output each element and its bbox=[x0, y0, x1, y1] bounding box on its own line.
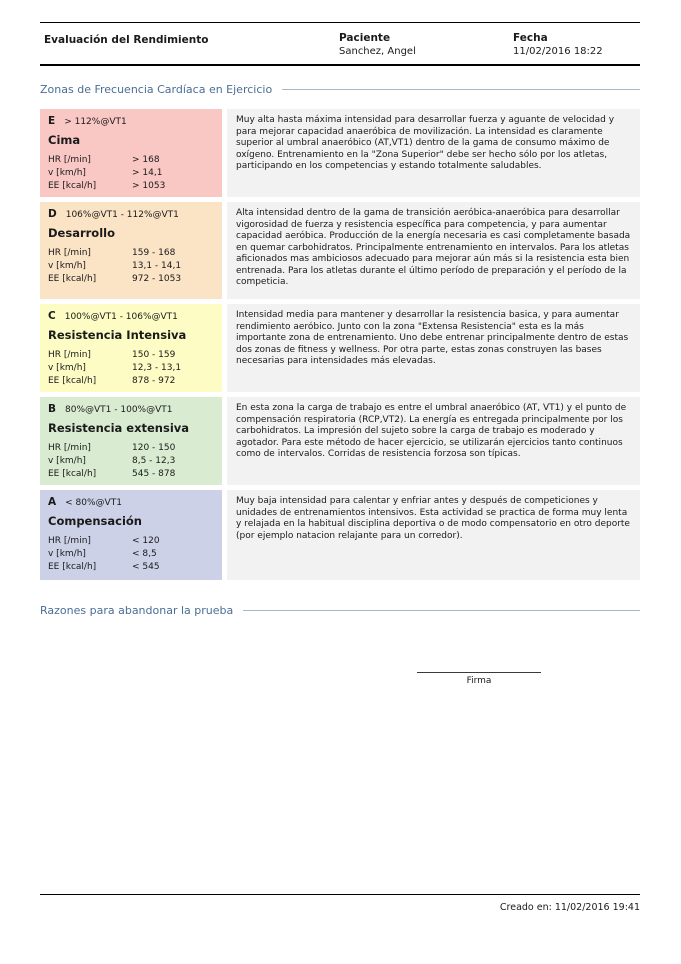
metric-label: HR [/min] bbox=[48, 443, 91, 453]
zone-card-a bbox=[40, 490, 222, 580]
zone-metrics bbox=[48, 535, 214, 573]
metric-value: 972 - 1053 bbox=[132, 274, 182, 284]
date-label: Fecha bbox=[513, 32, 548, 44]
metric-label: HR [/min] bbox=[48, 248, 91, 258]
date-block bbox=[513, 31, 636, 59]
zone-row-b bbox=[40, 397, 640, 485]
patient-block bbox=[339, 31, 513, 59]
zone-description: Muy alta hasta máxima intensidad para desarrollar fuerza y aguante de velocidad y para mejorar capacidad anaeróbica de movilización. La intensidad es claramente superior al umbral anaeróbico (AT,VT1) dentro de la gama de consumo máximo de oxígeno. Entrenamiento en la "Zona Superior" debe ser hecho sólo por los atletas, participando en los competencias y estando totalmente saludables. bbox=[227, 109, 640, 197]
zone-row-e bbox=[40, 109, 640, 197]
metric-label: v [km/h] bbox=[48, 549, 86, 559]
metric-label: EE [kcal/h] bbox=[48, 376, 97, 386]
metric-value: < 545 bbox=[132, 562, 160, 572]
metric-label: v [km/h] bbox=[48, 168, 86, 178]
zone-name: Resistencia extensiva bbox=[48, 421, 190, 435]
zone-letter: C bbox=[48, 310, 56, 322]
metric-label: EE [kcal/h] bbox=[48, 469, 97, 479]
zone-description: Alta intensidad dentro de la gama de transición aeróbica-anaeróbica para desarrollar vigorosidad de fuerza y resistencia específica para competencia, y para aumentar capacidad aeróbica. Producción de la energía necesaria es casi completamente basada en quemar carbohidratos. Principalmente entrenamiento en intervalos. Para los atletas aficionados mas ambiciosos adecuado para mejorar aún más si la resistencia esta bien entrenada. Para los atletas durante el último período de preparación y el período de la competicia. bbox=[227, 202, 640, 299]
signature-label: Firma bbox=[466, 676, 492, 686]
zone-metrics bbox=[48, 442, 214, 480]
metric-value: 545 - 878 bbox=[132, 469, 176, 479]
zone-card-b bbox=[40, 397, 222, 485]
section-title-reasons bbox=[40, 604, 640, 617]
metric-value: 12,3 - 13,1 bbox=[132, 363, 182, 373]
zone-metrics bbox=[48, 247, 214, 285]
report-header bbox=[40, 23, 640, 64]
zone-range: 106%@VT1 - 112%@VT1 bbox=[65, 210, 179, 220]
zone-range: 100%@VT1 - 106%@VT1 bbox=[64, 312, 178, 322]
zone-name: Desarrollo bbox=[48, 226, 115, 240]
metric-label: HR [/min] bbox=[48, 536, 91, 546]
metric-value: 8,5 - 12,3 bbox=[132, 456, 176, 466]
zone-letter: D bbox=[48, 208, 57, 220]
created-timestamp: Creado en: 11/02/2016 19:41 bbox=[499, 902, 640, 913]
zone-range: < 80%@VT1 bbox=[65, 498, 122, 508]
zone-card-e bbox=[40, 109, 222, 197]
metric-value: 120 - 150 bbox=[132, 443, 176, 453]
metric-value: 159 - 168 bbox=[132, 248, 176, 258]
metric-value: 878 - 972 bbox=[132, 376, 176, 386]
zone-row-a bbox=[40, 490, 640, 580]
zone-name: Compensación bbox=[48, 514, 142, 528]
metric-value: > 1053 bbox=[132, 181, 166, 191]
footer-divider bbox=[40, 894, 640, 895]
metric-label: HR [/min] bbox=[48, 155, 91, 165]
header-divider bbox=[40, 64, 640, 66]
zone-range: > 112%@VT1 bbox=[64, 117, 127, 127]
metric-label: v [km/h] bbox=[48, 261, 86, 271]
metric-value: > 14,1 bbox=[132, 168, 163, 178]
zone-name: Resistencia Intensiva bbox=[48, 328, 187, 342]
metric-value: > 168 bbox=[132, 155, 160, 165]
metric-label: EE [kcal/h] bbox=[48, 274, 97, 284]
zone-row-d bbox=[40, 202, 640, 299]
page-title: Evaluación del Rendimiento bbox=[44, 34, 209, 46]
date-value: 11/02/2016 18:22 bbox=[513, 46, 603, 57]
patient-name: Sanchez, Angel bbox=[339, 46, 416, 57]
metric-value: < 120 bbox=[132, 536, 160, 546]
metric-value: < 8,5 bbox=[132, 549, 157, 559]
section-rule bbox=[282, 89, 640, 90]
zone-name: Cima bbox=[48, 133, 81, 147]
patient-label: Paciente bbox=[339, 32, 391, 44]
section-rule bbox=[243, 610, 640, 611]
zone-card-d bbox=[40, 202, 222, 299]
zone-card-c bbox=[40, 304, 222, 392]
zone-description: Muy baja intensidad para calentar y enfriar antes y después de competiciones y unidades de entrenamientos intensivos. Esta actividad se practica de forma muy lenta y relajada en la habitual disciplina deportiva o de modo compensatorio en otro deporte (por ejemplo natacion relajante para un corredor). bbox=[227, 490, 640, 580]
zones-list bbox=[40, 109, 640, 580]
metric-label: v [km/h] bbox=[48, 456, 86, 466]
section-title-zones bbox=[40, 83, 640, 96]
zone-description: Intensidad media para mantener y desarrollar la resistencia basica, y para aumentar rendimiento aeróbico. Junto con la zona "Extensa Resistencia" esta es la más importante zona de entrenamiento. Uno debe entrenar principalmente dentro de estas dos zonas de fitness y wellness. Por otra parte, estas zonas construyen las bases necesarias para intensidades más elevadas. bbox=[227, 304, 640, 392]
zone-description: En esta zona la carga de trabajo es entre el umbral anaeróbico (AT, VT1) y el punto de compensación respiratoria (RCP,VT2). La energía es entregada principalmente por los carbohidratos. La impresión del sujeto sobre la carga de trabajo es moderado y agotador. Para este método de hacer ejercicio, se utilizarán ejercicios tanto continuos como de intervalos. Corridas de resistencia forzosa son típicas. bbox=[227, 397, 640, 485]
zone-metrics bbox=[48, 154, 214, 192]
zone-letter: E bbox=[48, 115, 56, 127]
zones-section-label: Zonas de Frecuencia Cardíaca en Ejercicio bbox=[40, 83, 273, 96]
zone-metrics bbox=[48, 349, 214, 387]
metric-label: EE [kcal/h] bbox=[48, 181, 97, 191]
signature-block bbox=[417, 672, 541, 686]
metric-label: HR [/min] bbox=[48, 350, 91, 360]
zone-letter: A bbox=[48, 496, 57, 508]
metric-label: v [km/h] bbox=[48, 363, 86, 373]
zone-letter: B bbox=[48, 403, 57, 415]
zone-row-c bbox=[40, 304, 640, 392]
metric-value: 13,1 - 14,1 bbox=[132, 261, 182, 271]
reasons-section-label: Razones para abandonar la prueba bbox=[40, 604, 234, 617]
metric-value: 150 - 159 bbox=[132, 350, 176, 360]
metric-label: EE [kcal/h] bbox=[48, 562, 97, 572]
zone-range: 80%@VT1 - 100%@VT1 bbox=[65, 405, 173, 415]
